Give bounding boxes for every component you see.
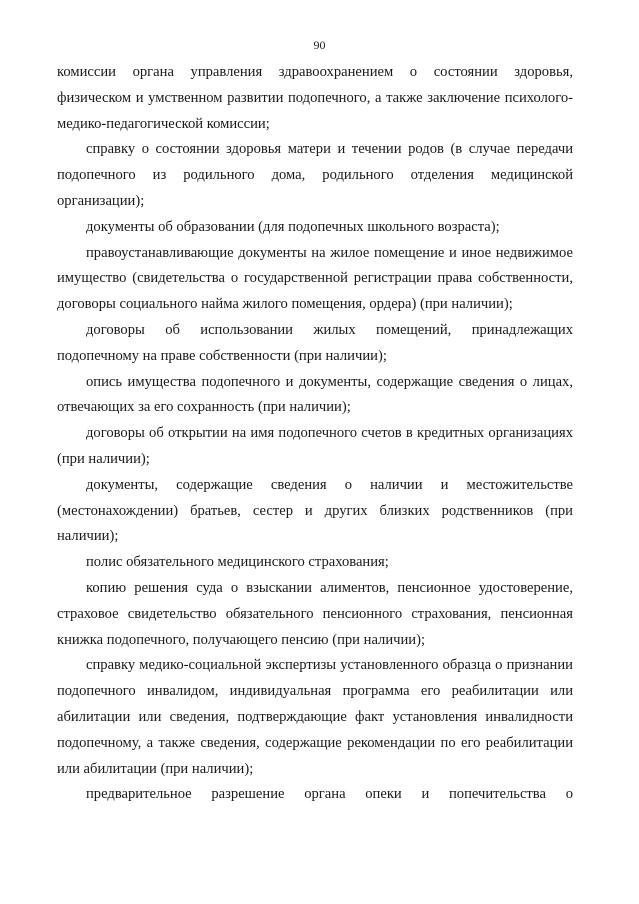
paragraph-housing-use-contracts: договоры об использовании жилых помещений, принадлежащих подопечному на праве собственности (при наличии); — [57, 321, 573, 364]
paragraph-property-inventory: опись имущества подопечного и документы, содержащие сведения о лицах, отвечающих за его сохранность (при наличии); — [57, 373, 573, 416]
paragraph-property-title-docs: правоустанавливающие документы на жилое помещение и иное недвижимое имущество (свидетельства о государственной регистрации права собственности, договоры социального найма жилого помещения, ордера) (при наличии); — [57, 244, 573, 313]
paragraph-health-commission: комиссии органа управления здравоохранением о состоянии здоровья, физическом и умственном развитии подопечного, а также заключение психолого-медико-педагогической комиссии; — [57, 64, 573, 132]
document-body — [57, 60, 573, 808]
paragraph-disability-certificate: справку медико-социальной экспертизы установленного образца о признании подопечного инвалидом, индивидуальная программа его реабилитации или абилитации или сведения, подтверждающие факт установления инвалидности подопечному, а также сведения, содержащие рекомендации по его реабилитации или абилитации (при наличии); — [57, 657, 573, 777]
paragraph-alimony-pension: копию решения суда о взыскании алиментов, пенсионное удостоверение, страховое свидетельство обязательного пенсионного страхования, пенсионная книжка подопечного, получающего пенсию (при наличии); — [57, 579, 573, 648]
page-number: 90 — [313, 38, 326, 52]
paragraph-bank-accounts: договоры об открытии на имя подопечного счетов в кредитных организациях (при наличии); — [57, 425, 573, 467]
paragraph-mother-health: справку о состоянии здоровья матери и течении родов (в случае передачи подопечного из родильного дома, родильного отделения медицинской организации); — [57, 141, 573, 209]
paragraph-education-docs: документы об образовании (для подопечных школьного возраста); — [86, 218, 500, 235]
paragraph-guardianship-permission: предварительное разрешение органа опеки и попечительства о — [86, 786, 573, 803]
paragraph-insurance-policy: полис обязательного медицинского страхования; — [86, 554, 389, 571]
paragraph-relatives-info: документы, содержащие сведения о наличии и местожительстве (местонахождении) братьев, сестер и других близких родственников (при наличии); — [57, 476, 573, 545]
